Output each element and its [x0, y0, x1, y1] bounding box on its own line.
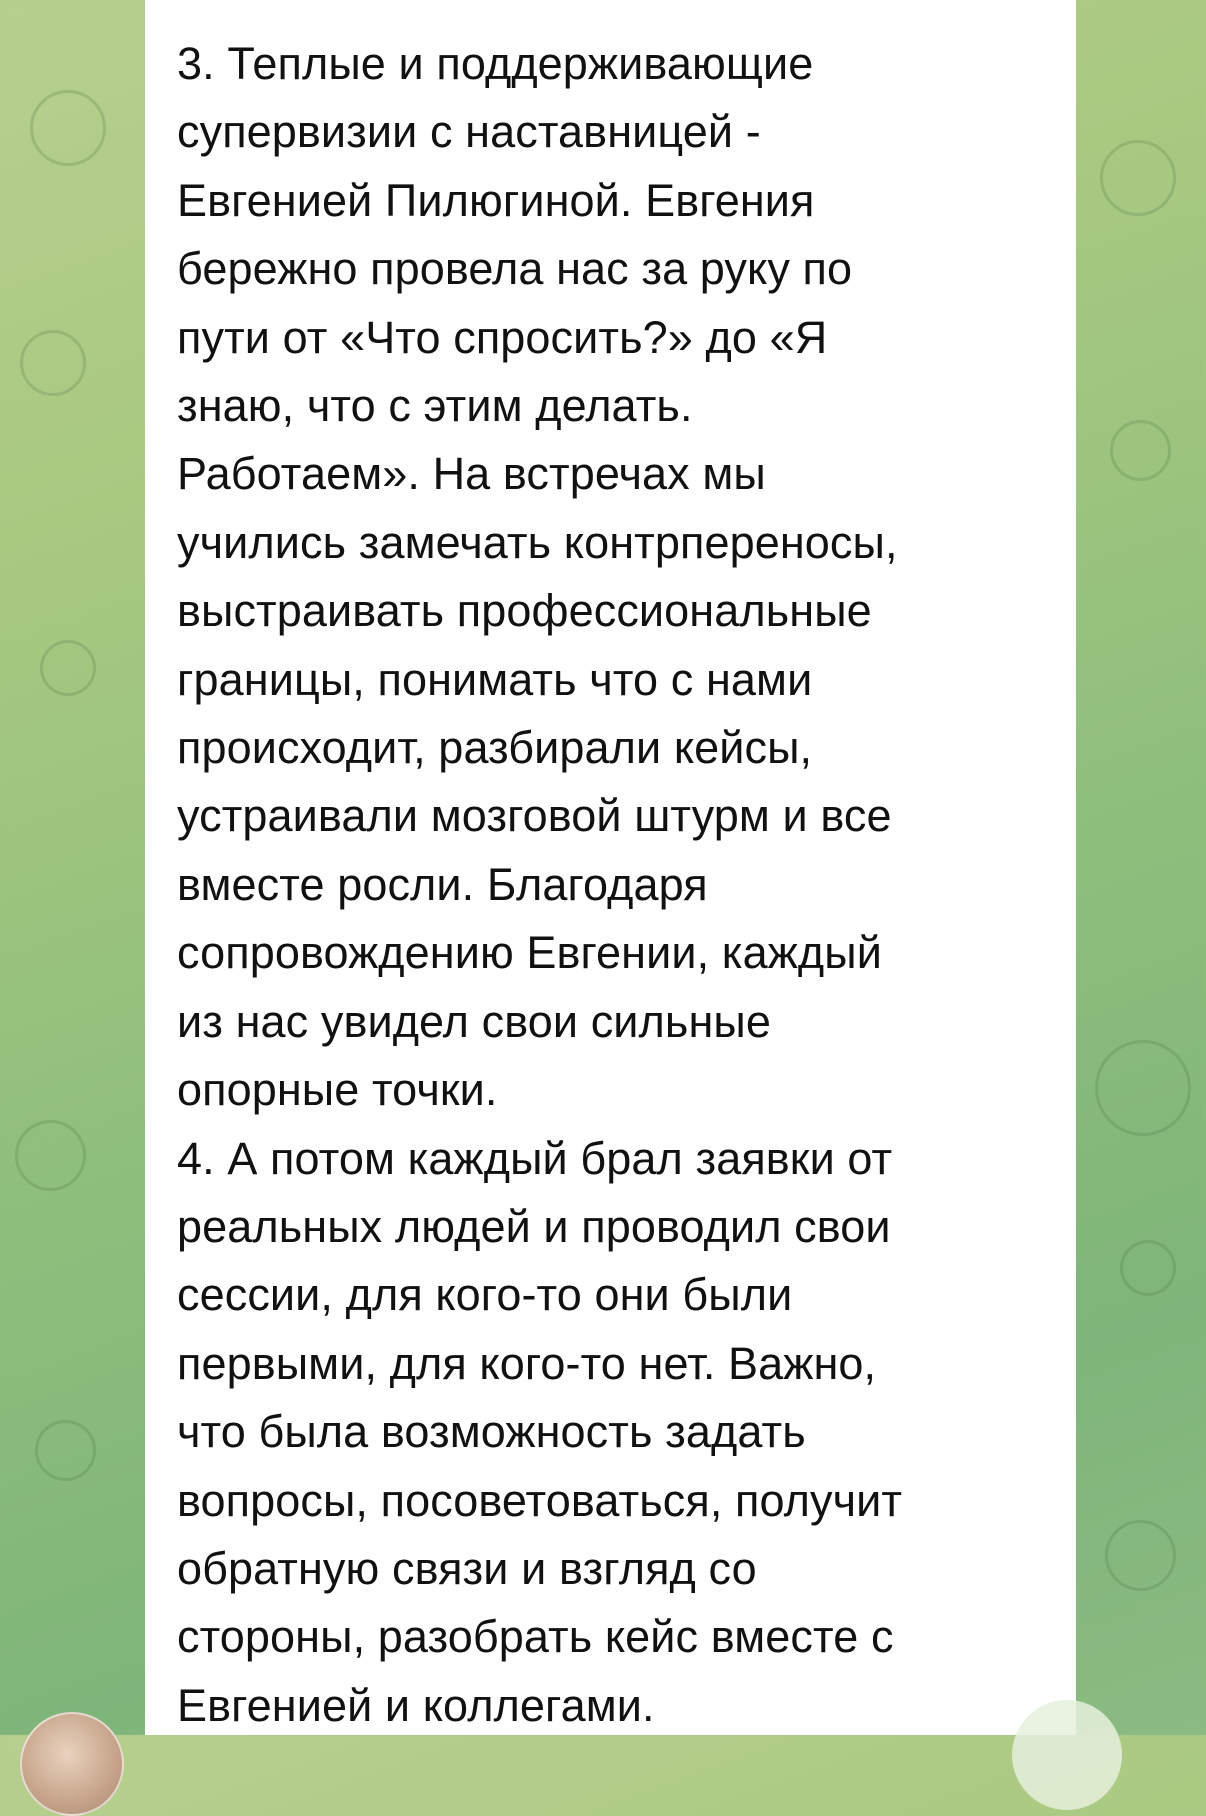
- wallpaper-doodle-icon: [1120, 1240, 1176, 1296]
- wallpaper-doodle-icon: [30, 90, 106, 166]
- wallpaper-doodle-icon: [1095, 1040, 1191, 1136]
- wallpaper-doodle-icon: [20, 330, 86, 396]
- wallpaper-doodle-icon: [15, 1120, 86, 1191]
- wallpaper-doodle-icon: [1100, 140, 1176, 216]
- message-text: 3. Теплые и поддерживающие супервизии с наставницей - Евгенией Пилюгиной. Евгения бережно провела нас за руку по пути от «Что спросить?» до «Я знаю, что с этим делать. Работаем». На встречах мы учились замечать контрпереносы, выстраивать профессиональные границы, понимать что с нами происходит, разбирали кейсы, устраивали мозговой штурм и все вместе росли. Благодаря сопровождению Евгении, каждый из нас увидел свои сильные опорные точки. 4. А потом каждый брал заявки от реальных людей и проводил свои сессии, для кого-то они были первыми, для кого-то нет. Важно, что была возможность задать вопросы, посоветоваться, получит обратную связи и взгляд со стороны, разобрать кейс вместе с Евгенией и коллегами.: [177, 38, 903, 1731]
- message-bubble[interactable]: [145, 0, 1076, 1735]
- reaction-button[interactable]: [1012, 1700, 1122, 1810]
- wallpaper-doodle-icon: [1110, 420, 1171, 481]
- wallpaper-doodle-icon: [35, 1420, 96, 1481]
- wallpaper-doodle-icon: [1105, 1520, 1176, 1591]
- wallpaper-doodle-icon: [40, 640, 96, 696]
- sender-avatar[interactable]: [20, 1712, 124, 1816]
